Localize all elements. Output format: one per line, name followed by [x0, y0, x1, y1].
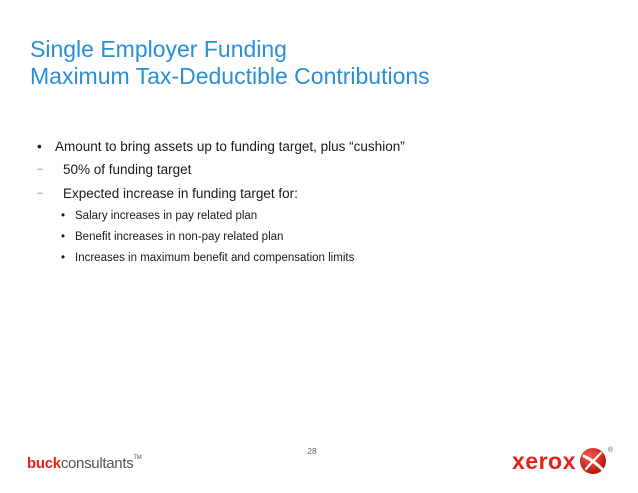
bullet-list: [37, 138, 617, 272]
bullet-marker: •: [37, 139, 42, 154]
bullet-marker: •: [61, 231, 66, 243]
xerox-logo: [512, 447, 613, 475]
buck-logo-tm: TM: [133, 455, 142, 461]
buck-logo-part1: buck: [27, 455, 61, 472]
registered-mark: ®: [607, 447, 614, 454]
sub-bullet-text: Expected increase in funding target for:: [63, 186, 298, 201]
buck-logo-part2: consultants: [60, 455, 134, 472]
page-number: 28: [307, 446, 317, 456]
sub-sub-bullet-item: [37, 251, 617, 272]
title-line-2: Maximum Tax-Deductible Contributions: [30, 63, 430, 89]
bullet-text: Amount to bring assets up to funding target, plus “cushion”: [55, 139, 405, 154]
sub-bullet-item: [37, 161, 617, 185]
dash-marker: –: [37, 187, 44, 199]
slide-title: [30, 36, 430, 90]
sub-sub-bullet-text: Increases in maximum benefit and compensation limits: [75, 252, 355, 264]
sub-sub-bullet-item: [37, 209, 617, 230]
sub-bullet-text: 50% of funding target: [63, 162, 192, 177]
bullet-marker: •: [61, 252, 66, 264]
xerox-wordmark: xerox: [512, 447, 576, 474]
sub-bullet-item: [37, 185, 617, 209]
sub-sub-bullet-item: [37, 230, 617, 251]
title-line-1: Single Employer Funding: [30, 36, 287, 62]
dash-marker: –: [37, 163, 44, 175]
bullet-item: [37, 138, 617, 161]
buck-consultants-logo: [27, 455, 141, 472]
xerox-sphere-icon: [579, 447, 607, 475]
bullet-marker: •: [61, 210, 66, 222]
sub-sub-bullet-text: Benefit increases in non-pay related plan: [75, 231, 284, 243]
sub-sub-bullet-text: Salary increases in pay related plan: [75, 210, 258, 222]
